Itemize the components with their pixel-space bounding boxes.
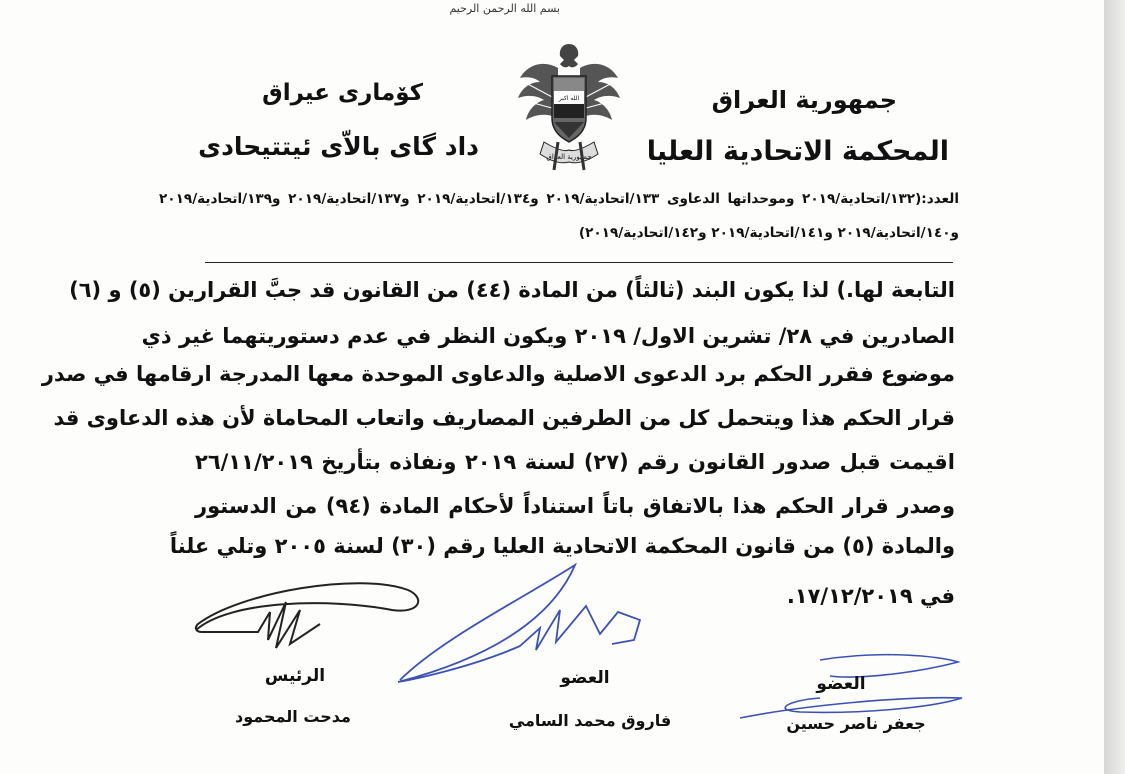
body-line: والمادة (٥) من قانون المحكمة الاتحادية العليا رقم (٣٠) لسنة ٢٠٠٥ وتلي علناً <box>169 534 955 558</box>
body-line: موضوع فقرر الحكم برد الدعوى الاصلية والدعاوى الموحدة معها المدرجة ارقامها في صدر <box>41 362 955 386</box>
body-line: الصادرين في ٢٨/ تشرين الاول/ ٢٠١٩ ويكون النظر في عدم دستوريتهما غير ذي <box>141 324 955 348</box>
middle-member-title: العضو <box>560 668 610 688</box>
right-member-title: العضو <box>816 674 866 694</box>
middle-signature-icon <box>398 565 640 682</box>
header-republic-arabic: جمهورية العراق <box>711 86 897 114</box>
right-member-name: جعفر ناصر حسين <box>786 714 926 733</box>
body-line: التابعة لها.) لذا يكون البند (ثالثاً) من المادة (٤٤) من القانون قد جبَّ القرارين (٥) و (٦) <box>69 278 955 302</box>
president-title: الرئيس <box>264 666 326 686</box>
case-reference-number: العدد:(١٣٢/اتحادية/٢٠١٩ وموحداتها الدعاوى ١٣٣/اتحادية/٢٠١٩ و١٣٤/اتحادية/٢٠١٩ و١٣٧/اتحادية/٢٠١٩ و١٣٩/اتحادية/٢٠١٩ و١٤٠/اتحادية/٢٠١٩ و١٤١/اتحادية/٢٠١٩ و١٤٢/اتحادية/٢٠١٩) <box>159 191 959 241</box>
emblem-scroll-text: جمهورية العراق <box>546 153 592 161</box>
basmala: بسم الله الرحمن الرحيم <box>449 2 560 15</box>
body-line: وصدر قرار الحكم هذا بالاتفاق باتاً استناداً لأحكام المادة (٩٤) من الدستور <box>195 494 956 518</box>
middle-member-name: فاروق محمد السامي <box>508 711 672 730</box>
emblem-banner-text: الله اكبر <box>558 95 580 102</box>
president-name: مدحت المحمود <box>235 707 351 726</box>
page-edge <box>1104 0 1125 774</box>
body-line: اقيمت قبل صدور القانون رقم (٢٧) لسنة ٢٠١٩ ونفاذه بتأريخ ٢٦/١١/٢٠١٩ <box>195 450 955 474</box>
president-signature-icon <box>196 583 418 648</box>
body-line: في ١٧/١٢/٢٠١٩. <box>786 584 955 608</box>
header-republic-kurdish: کوٚماری عیراق <box>262 80 423 106</box>
header-court-kurdish: داد گای بالاّی ئیتتیحادی <box>198 132 479 161</box>
header-court-arabic: المحكمة الاتحادية العليا <box>646 136 949 167</box>
body-line: قرار الحكم هذا ويتحمل كل من الطرفين المصاريف واتعاب المحاماة لأن هذه الدعاوى قد <box>53 406 955 430</box>
